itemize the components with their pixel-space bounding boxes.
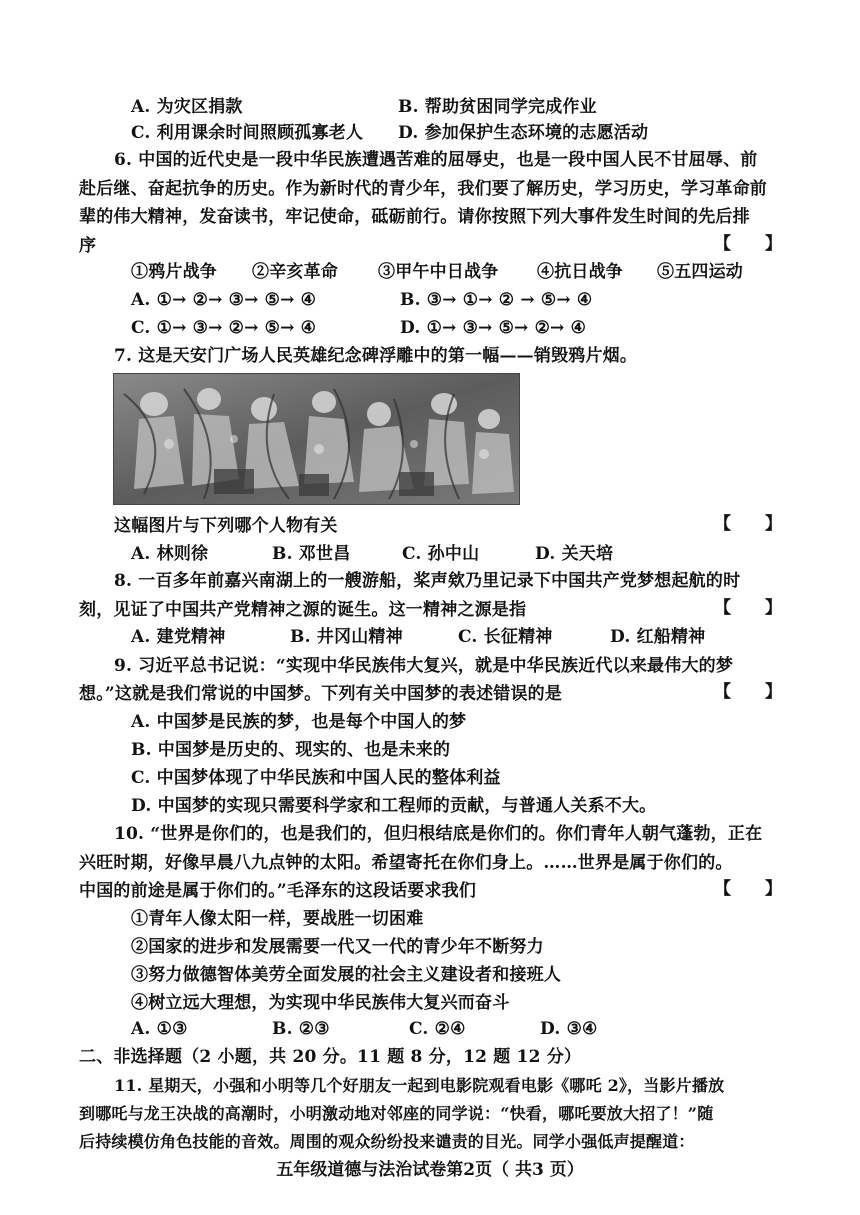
section-heading: 二、非选择题（2 小题，共 20 分。11 题 8 分，12 题 12 分） [79,1047,582,1067]
q10-item: ④树立远大理想，为实现中华民族伟大复兴而奋斗 [131,993,510,1013]
q6-stem-line: 辈的伟大精神，发奋读书，牢记使命，砥砺前行。请你按照下列大事件发生时间的先后排 [79,207,750,227]
q8-stem-line: 8. 一百多年前嘉兴南湖上的一艘游船，桨声欸乃里记录下中国共产党梦想起航的时 [114,571,741,591]
q9-option-c: C. 中国梦体现了中华民族和中国人民的整体利益 [131,768,501,788]
q8-stem-line: 刻，见证了中国共产党精神之源的诞生。这一精神之源是指 [79,600,527,620]
q10-stem-line: 兴旺时期，好像早晨八九点钟的太阳。希望寄托在你们身上。……世界是属于你们的。 [79,853,733,873]
q10-item: ②国家的进步和发展需要一代又一代的青少年不断努力 [131,937,544,957]
q5-option-d: D. 参加保护生态环境的志愿活动 [398,123,649,143]
q9-option-a: A. 中国梦是民族的梦，也是每个中国人的梦 [131,712,467,732]
q7-option-b: B. 邓世昌 [272,544,351,564]
q6-option-c: C. ①→ ③→ ②→ ⑤→ ④ [131,318,317,338]
q10-option-d: D. ③④ [540,1019,598,1039]
q5-option-c: C. 利用课余时间照顾孤寡老人 [131,123,364,143]
q10-option-c: C. ②④ [409,1019,466,1039]
q10-item: ①青年人像太阳一样，要战胜一切困难 [131,909,424,929]
q6-stem-line: 6. 中国的近代史是一段中华民族遭遇苦难的屈辱史，也是一段中国人民不甘屈辱、前 [114,150,758,170]
q6-stem-line: 赴后继、奋起抗争的历史。作为新时代的青少年，我们要了解历史，学习历史，学习革命前 [79,179,767,199]
q6-item: ①鸦片战争 [131,262,217,282]
relief-illustration [114,374,519,504]
q11-stem-line: 到哪吒与龙王决战的高潮时，小明激动地对邻座的同学说：“快看，哪吒要放大招了！”随 [79,1104,714,1123]
q7-option-d: D. 关天培 [535,544,614,564]
q5-option-a: A. 为灾区捐款 [131,97,243,117]
q7-question: 这幅图片与下列哪个人物有关 [114,516,338,536]
q10-stem-line: 中国的前途是属于你们的。”毛泽东的这段话要求我们 [79,881,477,901]
q6-item: ③甲午中日战争 [378,262,499,282]
monument-relief-image [113,373,520,505]
q11-stem-line: 后持续模仿角色技能的音效。周围的观众纷纷投来谴责的目光。同学小强低声提醒道： [79,1132,695,1151]
q8-option-a: A. 建党精神 [131,627,226,647]
q9-option-b: B. 中国梦是历史的、现实的、也是未来的 [131,740,451,760]
q11-stem-line: 11. 星期天，小强和小明等几个好朋友一起到电影院观看电影《哪吒 2》，当影片播放 [114,1076,725,1095]
q7-option-a: A. 林则徐 [131,544,209,564]
q7-option-c: C. 孙中山 [402,544,480,564]
q9-stem-line: 9. 习近平总书记说：“实现中华民族伟大复兴，就是中华民族近代以来最伟大的梦 [114,656,734,676]
q9-option-d: D. 中国梦的实现只需要科学家和工程师的贡献，与普通人关系不大。 [131,796,657,816]
q7-stem: 7. 这是天安门广场人民英雄纪念碑浮雕中的第一幅——销毁鸦片烟。 [114,346,638,366]
q9-stem-line: 想。”这就是我们常说的中国梦。下列有关中国梦的表述错误的是 [79,684,563,704]
q10-option-a: A. ①③ [131,1019,188,1039]
q9-answer-bracket: 【 】 [714,682,782,702]
q6-item: ④抗日战争 [537,262,623,282]
q6-option-a: A. ①→ ②→ ③→ ⑤→ ④ [131,290,317,310]
q8-option-c: C. 长征精神 [458,627,553,647]
page-footer: 五年级道德与法治试卷第2页（ 共3 页） [276,1160,584,1180]
q10-stem-line: 10. “世界是你们的，也是我们的，但归根结底是你们的。你们青年人朝气蓬勃，正在 [114,824,763,844]
q6-stem-line: 序 [79,236,97,256]
q5-option-b: B. 帮助贫困同学完成作业 [398,97,597,117]
q6-option-b: B. ③→ ①→ ② → ⑤→ ④ [400,290,593,310]
q7-answer-bracket: 【 】 [714,514,782,534]
q10-item: ③努力做德智体美劳全面发展的社会主义建设者和接班人 [131,965,561,985]
q8-option-d: D. 红船精神 [610,627,706,647]
q6-answer-bracket: 【 】 [714,234,782,254]
q6-item: ②辛亥革命 [252,262,338,282]
q6-item: ⑤五四运动 [657,262,743,282]
q10-answer-bracket: 【 】 [714,879,782,899]
q8-answer-bracket: 【 】 [714,598,782,618]
q8-option-b: B. 井冈山精神 [290,627,403,647]
q10-option-b: B. ②③ [272,1019,330,1039]
q6-option-d: D. ①→ ③→ ⑤→ ②→ ④ [400,318,587,338]
